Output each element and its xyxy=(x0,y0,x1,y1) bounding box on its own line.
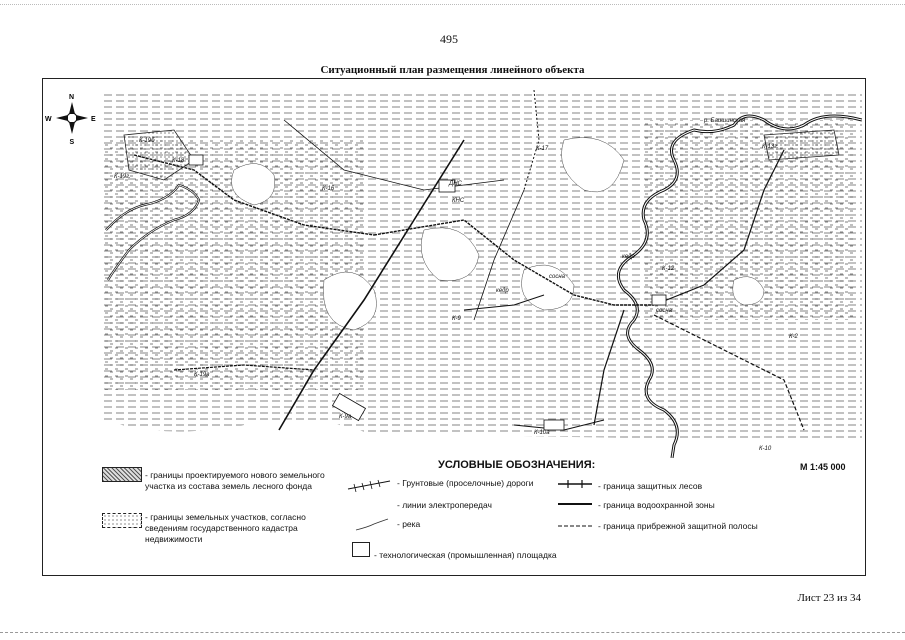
label-kedr-1: кедр xyxy=(496,288,509,294)
industrial-pad-k10a xyxy=(544,420,564,430)
compass-s: S xyxy=(69,139,75,146)
swatch-shore-strip xyxy=(556,522,594,530)
swatch-forest xyxy=(556,479,594,489)
legend-river: - река xyxy=(397,519,421,529)
swatch-river xyxy=(354,518,390,532)
label-kedr-2: кедр xyxy=(622,254,635,260)
compass-n: N xyxy=(69,94,75,101)
label-k9: К-9 xyxy=(452,316,461,322)
legend-title: УСЛОВНЫЕ ОБОЗНАЧЕНИЯ: xyxy=(438,459,596,471)
swatch-industrial xyxy=(352,542,370,557)
label-k19b: К-19б xyxy=(139,138,155,144)
legend-cadastre: - границы земельных участков, согласно сведениям государственного кадастра недвижимости xyxy=(145,512,306,544)
legend-new-plot: - границы проектируемого нового земельного участка из состава земель лесного фонда xyxy=(145,470,325,491)
scan-edge-top xyxy=(0,4,905,6)
legend-water-zone: - граница водоохранной зоны xyxy=(598,500,715,510)
map-title: Ситуационный план размещения линейного объекта xyxy=(320,64,585,76)
label-k17: К-17 xyxy=(536,146,549,152)
label-kns: КНС xyxy=(452,198,465,204)
compass-w: W xyxy=(45,116,52,123)
label-k10a: К-10а xyxy=(534,430,550,436)
scan-edge-bottom xyxy=(0,632,905,634)
swatch-new-plot xyxy=(102,467,142,482)
industrial-pad-k12 xyxy=(652,295,666,305)
legend-industrial: - технологическая (промышленная) площадка xyxy=(374,550,557,560)
label-sosna-2: сосна xyxy=(656,308,672,314)
label-k18: К-18 xyxy=(172,158,185,164)
legend-shore-strip: - граница прибрежной защитной полосы xyxy=(598,521,758,531)
industrial-pad-k18 xyxy=(189,155,203,165)
swatch-water-zone xyxy=(556,500,594,508)
situational-map xyxy=(44,80,862,458)
label-k19: К-19г. xyxy=(114,174,131,180)
sheet-number: Лист 23 из 34 xyxy=(797,592,861,604)
swatch-roads xyxy=(346,478,392,492)
legend-power: - линии электропередач xyxy=(397,500,492,510)
label-k2: К-2 xyxy=(789,334,798,340)
label-k12: К-12 xyxy=(662,266,675,272)
legend-forest: - граница защитных лесов xyxy=(598,481,703,491)
label-k13: К-13г. xyxy=(762,144,779,150)
map-scale: М 1:45 000 xyxy=(800,462,846,472)
swatch-cadastre xyxy=(102,513,142,528)
label-sosna-1: сосна xyxy=(549,274,565,280)
page-number: 495 xyxy=(440,32,458,46)
label-k19v: К-19в xyxy=(194,372,210,378)
label-k9a: К-9а xyxy=(339,414,352,420)
legend-roads: - Грунтовые (проселочные) дороги xyxy=(397,478,534,488)
label-dnc: ДНС xyxy=(449,181,462,187)
label-k16: К-16 xyxy=(322,186,335,192)
compass-e: E xyxy=(91,116,96,123)
compass-rose xyxy=(45,94,96,146)
label-k10: К-10 xyxy=(759,446,772,452)
label-river: р. Баишинская xyxy=(704,118,746,124)
